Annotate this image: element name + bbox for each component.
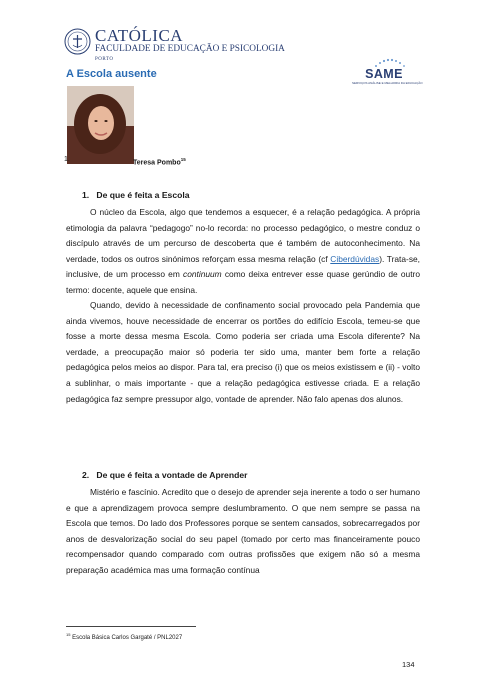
- footnote-reference[interactable]: 15: [180, 157, 186, 162]
- footnote: [66, 632, 182, 641]
- section-number: 2.: [82, 470, 90, 480]
- paragraph: [66, 205, 420, 299]
- author-name: [133, 157, 186, 166]
- paragraph: [66, 485, 420, 579]
- paragraph: [66, 298, 420, 407]
- university-name: CATÓLICA: [95, 26, 184, 45]
- ciberduvidas-link[interactable]: Ciberdúvidas: [330, 253, 380, 264]
- page-number: 134: [402, 660, 415, 669]
- author-name-text: Teresa Pombo: [133, 159, 181, 167]
- document-title: A Escola ausente: [66, 68, 157, 80]
- paragraph-text: Quando, devido à necessidade de confinamento social provocado pela Pandemia que ainda vivemos, houve necessidade de encerrar os portões do edifício Escola, temeu-se que fosse a morte dessa mesma Escola. Como poderia ser criada uma Escola diferente? Na verdade, a preocupação maior só poderia ter sido uma, manter bem forte a relação pedagógica pelos meios ao dispor. Para tal, era preciso (i) que os meios existissem e (ii) - volto a sublinhar, o mais importante - que a relação pedagógica estivesse criada. E a relação pedagógica faz sempre pressupor algo, vontade de aprender. Não falo apenas dos alunos.: [66, 300, 420, 404]
- author-photo: [67, 86, 134, 164]
- section-title: De que é feita a vontade de Aprender: [96, 470, 248, 480]
- paragraph-text: Mistério e fascínio. Acredito que o desejo de aprender seja inerente a todo o ser humano e que a aprendizagem provoca sempre deslumbramento. O que nem sempre se passa na Escola que temos. Do lado dos Professores porque se sentem cansados, sobrecarregados por anos de desvalorização social do seu papel (tomado por certo mas financeiramente pouco recompensador quando comparado com outras profissões que exigem não só a mesma preparação académica mas uma formação contínua: [66, 487, 420, 575]
- section-heading-2: [82, 470, 247, 480]
- section-number: 1.: [82, 190, 90, 200]
- city-name: PORTO: [95, 57, 114, 62]
- paragraph-text: O núcleo da Escola, algo que tendemos a esquecer, é a relação pedagógica. A própria etimologia da palavra “pedagogo” no-lo recorda: no processo pedagógico, o mestre conduz o discípulo através de um percurso de descoberta que é também de autoconhecimento. Na verdade, todos os outros sinónimos reforçam essa mesma relação (cf: [66, 207, 420, 264]
- same-logo-text: SAME: [365, 67, 403, 81]
- same-logo: [352, 56, 423, 92]
- section-title: De que é feita a Escola: [96, 190, 190, 200]
- paragraph-text: ). Trata-se, inclusive, de um processo em: [66, 253, 420, 280]
- italic-term: continuum: [183, 269, 222, 280]
- same-logo-subtitle: SERVIÇOS ANÁLISE E MELHORIA DA EDUCAÇÃO: [352, 81, 423, 85]
- footnote-number: 15: [66, 632, 71, 637]
- footnote-divider: [66, 626, 196, 627]
- section-heading-1: [82, 190, 190, 200]
- paragraph-text: como deixa entrever esse quase gerúndio de outro termo: docente, aquele que ensina.: [66, 269, 420, 295]
- author-marker: 1.: [64, 156, 70, 163]
- footnote-text: Escola Básica Carlos Gargaté / PNL2027: [72, 635, 183, 641]
- faculty-name: FACULDADE DE EDUCAÇÃO E PSICOLOGIA: [95, 44, 285, 54]
- university-seal-icon: [64, 28, 91, 55]
